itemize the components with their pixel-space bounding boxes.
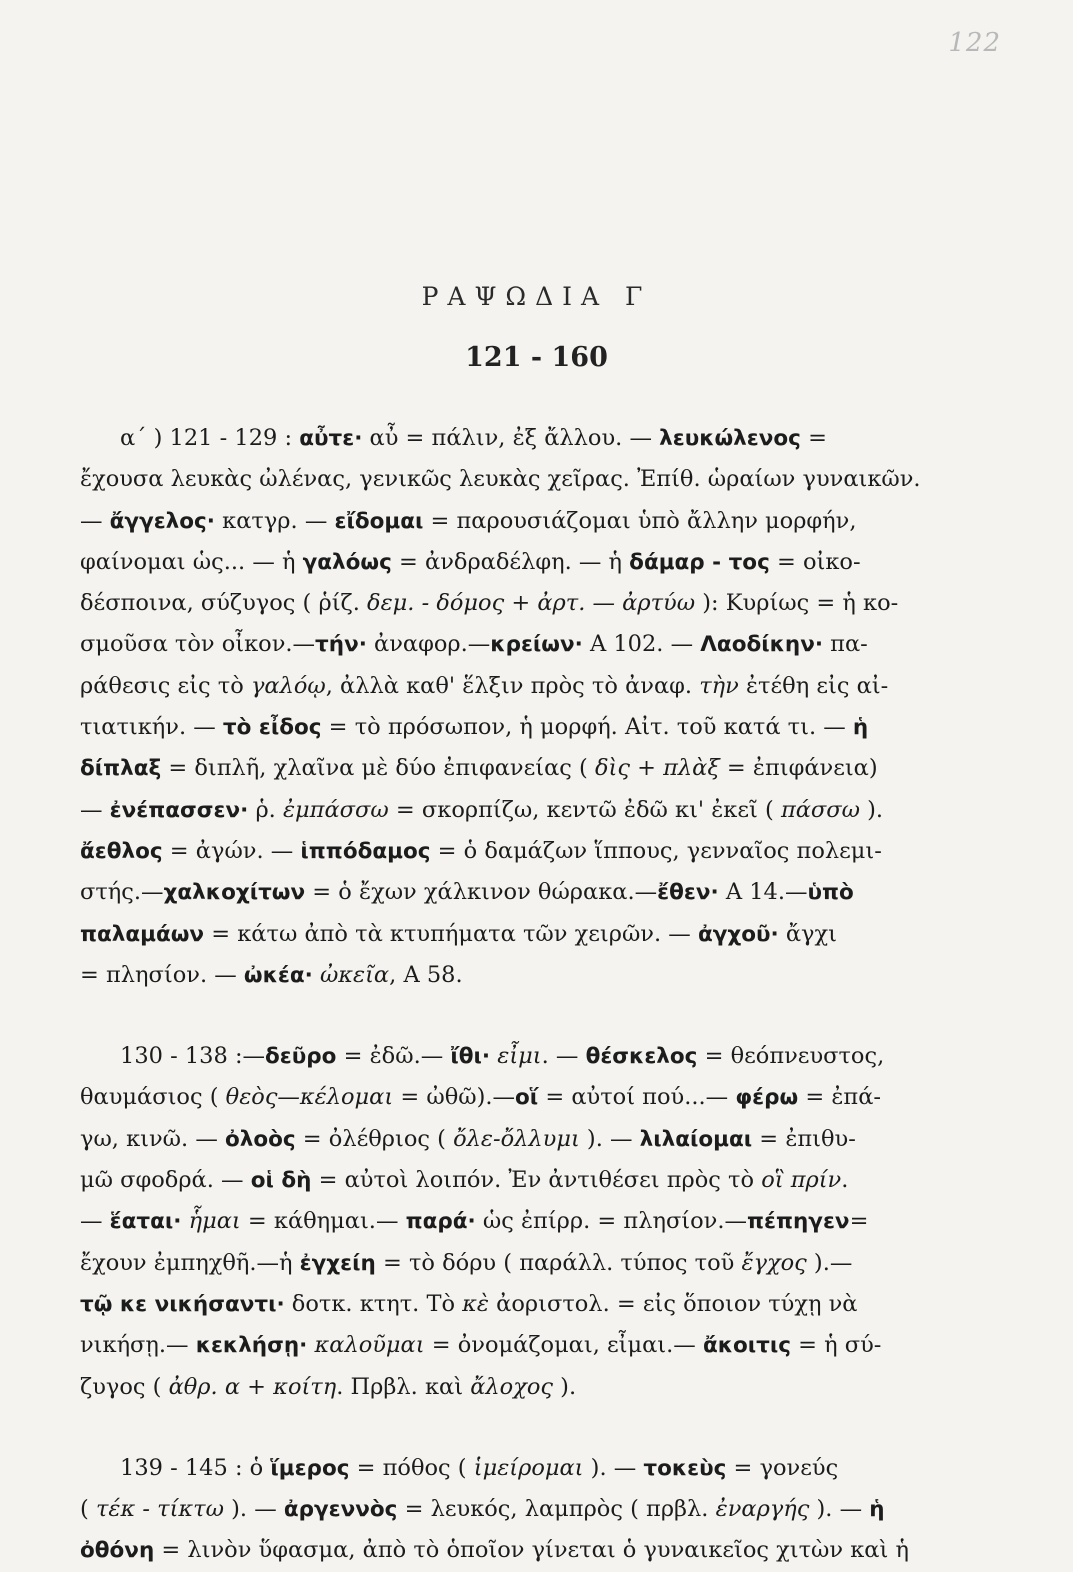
text-line: = πλησίον. — ὠκέα· ὠκεῖα, Α 58. [80, 961, 463, 988]
text-line: δέσποινα, σύζυγος ( ῥίζ. δεμ. - δόμος + ἀρτ. — ἀρτύω ): Κυρίως = ἡ κο- [80, 590, 899, 617]
text-line: ἔχουσα λευκὰς ὠλένας, γενικῶς λευκὰς χεῖρας. Ἐπίθ. ὡραίων γυναικῶν. [80, 466, 921, 493]
text-line: 139 - 145 : ὁ ἵμερος = πόθος ( ἱμείρομαι ). — τοκεὺς = γονεύς [120, 1454, 839, 1481]
text-line: δίπλαξ = διπλῆ, χλαῖνα μὲ δύο ἐπιφανείας ( δὶς + πλὰξ = ἐπιφάνεια) [80, 755, 878, 782]
text-line: — ἕαται· ἧμαι = κάθημαι.— παρά· ὡς ἐπίρρ. = πλησίον.—πέπηγεν= [80, 1208, 869, 1235]
text-line: τιατικήν. — τὸ εἶδος = τὸ πρόσωπον, ἡ μορφή. Αἰτ. τοῦ κατά τι. — ἡ [80, 714, 869, 741]
text-line: ὀθόνη = λινὸν ὕφασμα, ἀπὸ τὸ ὁποῖον γίνεται ὁ γυναικεῖος χιτὼν καὶ ἡ [80, 1537, 909, 1564]
text-line: ράθεσις εἰς τὸ γαλόῳ, ἀλλὰ καθ' ἕλξιν πρὸς τὸ ἀναφ. τὴν ἐτέθη εἰς αἰ- [80, 672, 889, 699]
commentary-paragraph-2 [80, 1036, 980, 1408]
text-line: νικήσῃ.— κεκλήσῃ· καλοῦμαι = ὀνομάζομαι, εἶμαι.— ἄκοιτις = ἡ σύ- [80, 1332, 882, 1359]
text-line: σμοῦσα τὸν οἶκον.—τήν· ἀναφορ.—κρείων· Α 102. — Λαοδίκην· πα- [80, 631, 868, 658]
text-line: α΄ ) 121 - 129 : αὖτε· αὖ = πάλιν, ἐξ ἄλλου. — λευκώλενος = [120, 425, 827, 451]
text-line: ( τέκ - τίκτω ). — ἀργεννὸς = λευκός, λαμπρὸς ( πρβλ. ἐναργής ). — ἡ [80, 1496, 885, 1523]
text-line: παλαμάων = κάτω ἀπὸ τὰ κτυπήματα τῶν χειρῶν. — ἀγχοῦ· ἄγχι [80, 920, 837, 947]
text-line: — ἐνέπασσεν· ῥ. ἐμπάσσω = σκορπίζω, κεντῶ ἐδῶ κι' ἐκεῖ ( πάσσω ). [80, 796, 884, 823]
text-line: 130 - 138 :—δεῦρο = ἐδῶ.— ἴθι· εἶμι. — θέσκελος = θεόπνευστος, [120, 1043, 885, 1070]
rhapsody-title: ΡΑΨΩΔΙΑ Γ [421, 282, 652, 311]
text-line: ζυγος ( ἀθρ. α + κοίτη. Πρβλ. καὶ ἄλοχος ). [80, 1373, 577, 1400]
commentary-paragraph-1 [80, 418, 980, 996]
commentary-body [80, 418, 980, 1572]
text-line: ἔχουν ἐμπηχθῆ.—ἡ ἐγχείη = τὸ δόρυ ( παράλλ. τύπος τοῦ ἔγχος ).— [80, 1249, 853, 1276]
commentary-paragraph-3 [80, 1448, 980, 1572]
text-line: στής.—χαλκοχίτων = ὁ ἔχων χάλκινον θώρακα.—ἔθεν· Α 14.—ὑπὸ [80, 879, 854, 906]
text-line: φαίνομαι ὡς... — ἡ γαλόως = ἀνδραδέλφη. — ἡ δάμαρ - τος = οἰκο- [80, 548, 861, 575]
text-line: τῷ κε νικήσαντι· δοτκ. κτητ. Τὸ κὲ ἀοριστολ. = εἰς ὅποιον τύχῃ νὰ [80, 1290, 858, 1317]
text-line: ἄεθλος = ἀγών. — ἱππόδαμος = ὁ δαμάζων ἵππους, γενναῖος πολεμι- [80, 837, 882, 864]
verse-range: 121 - 160 [465, 342, 608, 373]
text-line: μῶ σφοδρά. — οἱ δὴ = αὐτοὶ λοιπόν. Ἐν ἀντιθέσει πρὸς τὸ οἳ πρίν. [80, 1167, 849, 1194]
page-number: 122 [948, 28, 1001, 58]
text-line: θαυμάσιος ( θεὸς—κέλομαι = ὠθῶ).—οἵ = αὐτοί πού...— φέρω = ἐπά- [80, 1084, 882, 1111]
text-line: γω, κινῶ. — ὀλοὸς = ὀλέθριος ( ὄλε-ὄλλυμι ). — λιλαίομαι = ἐπιθυ- [80, 1125, 856, 1152]
text-line: — ἄγγελος· κατγρ. — εἴδομαι = παρουσιάζομαι ὑπὸ ἄλλην μορφήν, [80, 507, 857, 534]
